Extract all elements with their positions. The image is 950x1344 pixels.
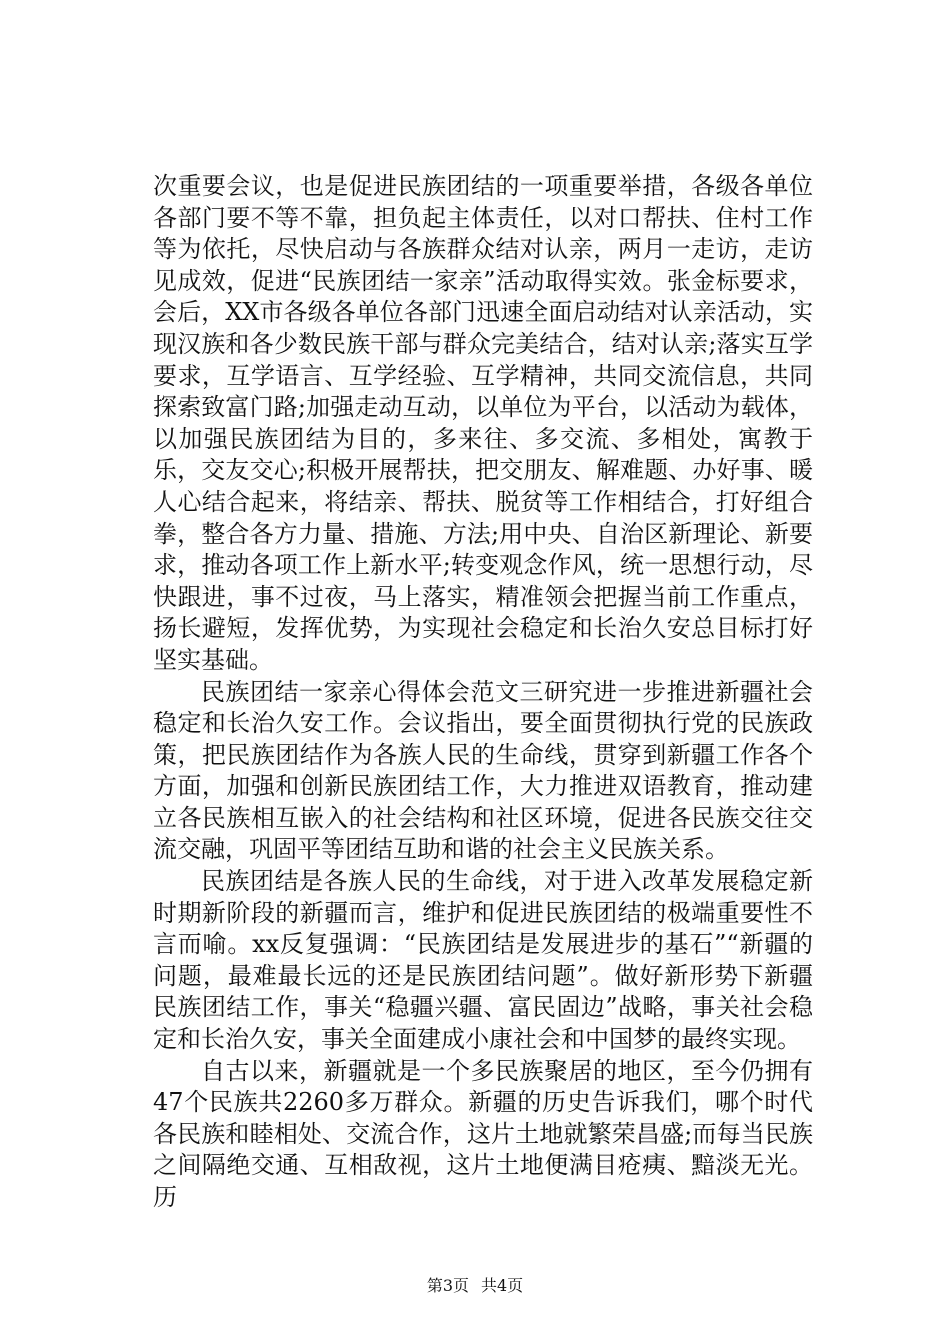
- page-footer: [0, 1273, 950, 1296]
- paragraph: 自古以来，新疆就是一个多民族聚居的地区，至今仍拥有47个民族共2260多万群众。新疆的历史告诉我们，哪个时代各民族和睦相处、交流合作，这片土地就繁荣昌盛;而每当民族之间隔绝交通、互相敌视，这片土地便满目疮痍、黯淡无光。历: [153, 1056, 813, 1211]
- paragraph: 民族团结一家亲心得体会范文三研究进一步推进新疆社会稳定和长治久安工作。会议指出，要全面贯彻执行党的民族政策，把民族团结作为各族人民的生命线，贯穿到新疆工作各个方面，加强和创新民族团结工作，大力推进双语教育，推动建立各民族相互嵌入的社会结构和社区环境，促进各民族交往交流交融，巩固平等团结互助和谐的社会主义民族关系。: [153, 677, 813, 864]
- page-total: 共4页: [481, 1276, 524, 1295]
- paragraph: 民族团结是各族人民的生命线，对于进入改革发展稳定新时期新阶段的新疆而言，维护和促进民族团结的极端重要性不言而喻。xx反复强调：“民族团结是发展进步的基石”“新疆的问题，最难最长远的还是民族团结问题”。做好新形势下新疆民族团结工作，事关“稳疆兴疆、富民固边”战略，事关社会稳定和长治久安，事关全面建成小康社会和中国梦的最终实现。: [153, 867, 813, 1054]
- paragraph-continuation: 次重要会议，也是促进民族团结的一项重要举措，各级各单位各部门要不等不靠，担负起主体责任，以对口帮扶、住村工作等为依托，尽快启动与各族群众结对认亲，两月一走访，走访见成效，促进“民族团结一家亲”活动取得实效。张金标要求，会后，XX市各级各单位各部门迅速全面启动结对认亲活动，实现汉族和各少数民族干部与群众完美结合，结对认亲;落实互学要求，互学语言、互学经验、互学精神，共同交流信息，共同探索致富门路;加强走动互动，以单位为平台，以活动为载体，以加强民族团结为目的，多来往、多交流、多相处，寓教于乐，交友交心;积极开展帮扶，把交朋友、解难题、办好事、暖人心结合起来，将结亲、帮扶、脱贫等工作相结合，打好组合拳，整合各方力量、措施、方法;用中央、自治区新理论、新要求，推动各项工作上新水平;转变观念作风，统一思想行动，尽快跟进，事不过夜，马上落实，精准领会把握当前工作重点，扬长避短，发挥优势，为实现社会稳定和长治久安总目标打好坚实基础。: [153, 172, 813, 674]
- document-body: [153, 171, 813, 1214]
- page-number: 第3页: [426, 1276, 469, 1295]
